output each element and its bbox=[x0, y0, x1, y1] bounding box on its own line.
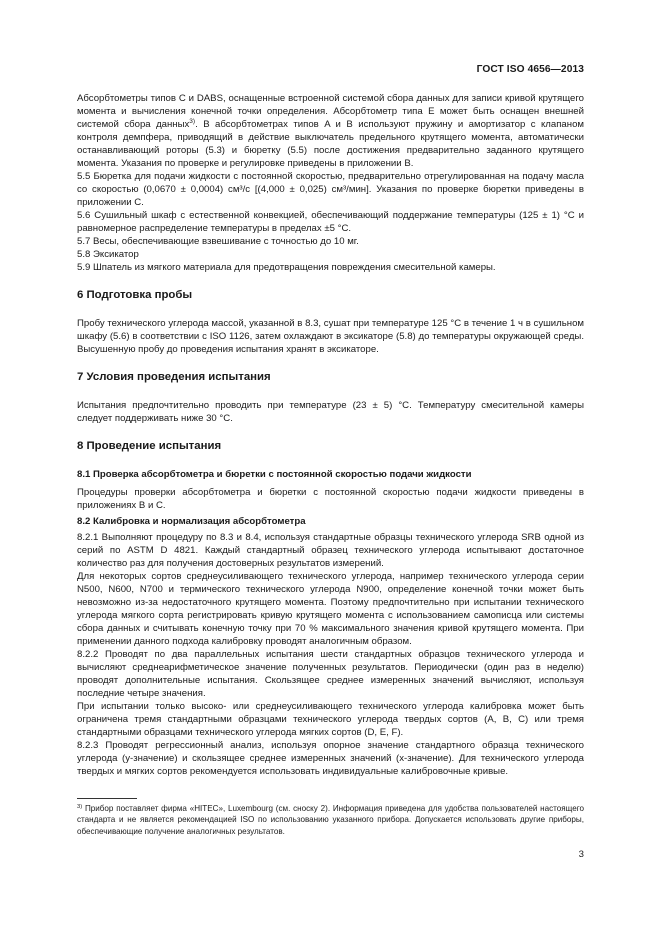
clause-8-2-3: 8.2.3 Проводят регрессионный анализ, используя опорное значение стандартного образца технического углерода (y-значение) и скользящее среднее измеренных значений (x-значение). Для технического углерода твердых и мягких сортов рекомендуется использовать индивидуальные калибровочные кривые. bbox=[77, 740, 584, 777]
section-7-text: Испытания предпочтительно проводить при температуре (23 ± 5) °C. Температуру смесительной камеры следует поддерживать ниже 30 °C. bbox=[77, 400, 584, 424]
subsection-8-1-heading: 8.1 Проверка абсорбтометра и бюретки с постоянной скоростью подачи жидкости bbox=[77, 469, 472, 480]
paragraph-text: Абсорбтометры типов C и DABS, оснащенные встроенной системой сбора данных для записи кривой крутящего момента и вычисления конечной точки определения. Абсорбтометр типа E может быть оснащен внешней системой сбора данных bbox=[77, 93, 584, 130]
clause-5-5: 5.5 Бюретка для подачи жидкости с постоянной скоростью, предварительно отрегулированная на подачу масла со скоростью (0,0670 ± 0,0004) см³/с [(4,000 ± 0,025) см³/мин]. Указания по проверке бюретки приведены в приложении C. bbox=[77, 171, 584, 208]
section-8-heading: 8 Проведение испытания bbox=[77, 440, 222, 452]
footnote bbox=[77, 803, 584, 837]
clause-5-7: 5.7 Весы, обеспечивающие взвешивание с точностью до 10 мг. bbox=[77, 236, 359, 247]
footnote-text: Прибор поставляет фирма «HITEC», Luxembourg (см. сноску 2). Информация приведена для удобства пользователей настоящего стандарта и не является рекомендацией ISO по использованию указанного прибора. Допускается использовать другие приборы, обеспечивающие получение аналогичных результатов. bbox=[77, 804, 584, 836]
clause-8-2-1-note: Для некоторых сортов среднеусиливающего технического углерода, например технического углерода серии N500, N600, N700 и термического технического углерода N900, определение конечной точки может быть невозможно из-за недостаточного крутящего момента. Поэтому предпочтительно при испытании технического углерода мягкого сорта регистрировать кривую крутящего момента с использованием самописца или системы сбора данных и считывать конечную точку при 70 % максимального значения кривой крутящего момента. При применении данного подхода калибровку проводят аналогичным образом. bbox=[77, 571, 584, 647]
section-7-heading: 7 Условия проведения испытания bbox=[77, 371, 271, 383]
page-number: 3 bbox=[578, 849, 584, 860]
paragraph-text: . В абсорбтометрах типов A и B используют пружину и амортизатор с клапаном контроля демпфера, приводящий в действие выключатель предельного крутящего момента, автоматически останавливающий роторы (5.3) и бюретку (5.5) после достижения предварительно заданного крутящего момента. Указания по проверке и регулировке приведены в приложении B. bbox=[77, 119, 584, 169]
footnote-marker: 3) bbox=[77, 804, 83, 810]
footnote-divider bbox=[77, 798, 137, 799]
subsection-8-1-text: Процедуры проверки абсорбтометра и бюретки с постоянной скоростью подачи жидкости приведены в приложениях B и C. bbox=[77, 487, 584, 511]
clause-8-2-2-note: При испытании только высоко- или среднеусиливающего технического углерода калибровка может быть ограничена тремя стандартными образцами технического углерода твердых сортов (A, B, C) или тремя стандартными образцами технического углерода мягких сортов (D, E, F). bbox=[77, 701, 584, 738]
section-6-text: Пробу технического углерода массой, указанной в 8.3, сушат при температуре 125 °C в течение 1 ч в сушильном шкафу (5.6) в соответствии с ISO 1126, затем охлаждают в эксикаторе (5.8) до температуры окружающей среды. Высушенную пробу до проведения испытания хранят в эксикаторе. bbox=[77, 318, 584, 355]
clause-8-2-1: 8.2.1 Выполняют процедуру по 8.3 и 8.4, используя стандартные образцы технического углерода SRB одной из серий по ASTM D 4821. Каждый стандартный образец технического углерода испытывают достаточное количество раз для получения достоверных результатов измерений. bbox=[77, 532, 584, 569]
subsection-8-2-heading: 8.2 Калибровка и нормализация абсорбтометра bbox=[77, 516, 306, 527]
clause-5-9: 5.9 Шпатель из мягкого материала для предотвращения повреждения смесительной камеры. bbox=[77, 262, 496, 273]
clause-5-6: 5.6 Сушильный шкаф с естественной конвекцией, обеспечивающий поддержание температуры (125 ± 1) °C и равномерное распределение температуры в пределах ±5 °C. bbox=[77, 210, 584, 234]
document-body bbox=[77, 92, 584, 778]
paragraph-absorbtometers bbox=[77, 92, 584, 170]
clause-5-8: 5.8 Эксикатор bbox=[77, 249, 139, 260]
clause-8-2-2: 8.2.2 Проводят по два параллельных испытания шести стандартных образцов технического углерода и вычисляют среднеарифметическое значение полученных результатов. Периодически (один раз в неделю) проводят дополнительные испытания. Скользящее среднее измеренных значений вычисляют, используя последние четыре значения. bbox=[77, 649, 584, 699]
footnote-reference[interactable]: 3) bbox=[189, 118, 196, 125]
section-6-heading: 6 Подготовка пробы bbox=[77, 289, 193, 301]
document-code: ГОСТ ISO 4656—2013 bbox=[476, 64, 584, 75]
